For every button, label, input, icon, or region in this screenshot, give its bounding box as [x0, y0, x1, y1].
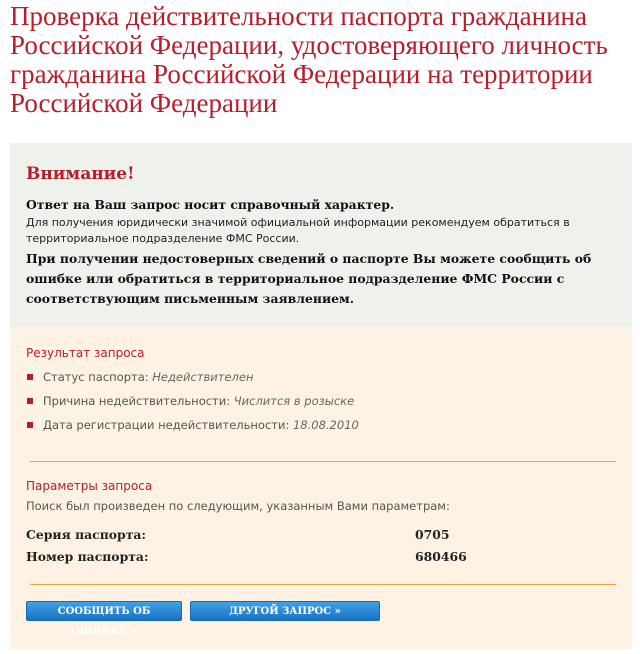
params-section-title: Параметры запроса — [26, 479, 153, 493]
result-block — [10, 327, 632, 649]
param-value: 0705 — [415, 527, 450, 542]
result-item-label: Дата регистрации недействительности: — [43, 418, 293, 432]
result-item-value: Числится в розыске — [233, 394, 355, 408]
bullet-icon — [27, 422, 33, 428]
result-item-label: Причина недействительности: — [43, 394, 234, 408]
notice-error-report-text: При получении недостоверных сведений о паспорте Вы можете сообщить об ошибке или обратиться в территориальное подразделение ФМС России с соответствующим письменным заявлением. — [26, 251, 592, 306]
list-item — [26, 413, 620, 437]
page-title: Проверка действительности паспорта гражданина Российской Федерации, удостоверяющего личность гражданина Российской Федерации на территории Российской Федерации — [10, 1, 608, 118]
param-row-series — [26, 524, 620, 546]
list-item — [26, 365, 620, 389]
notice-reference-text: Ответ на Ваш запрос носит справочный характер. — [26, 197, 395, 212]
action-buttons — [26, 601, 620, 637]
notice-box — [10, 143, 632, 327]
param-row-number — [26, 546, 620, 568]
bullet-icon — [27, 374, 33, 380]
params-description: Поиск был произведен по следующим, указанным Вами параметрам: — [26, 499, 450, 513]
result-list — [26, 365, 620, 437]
list-item — [26, 389, 620, 413]
notice-recommendation-text: Для получения юридически значимой официальной информации рекомендуем обратиться в территориальное подразделение ФМС России. — [26, 216, 570, 245]
param-label: Серия паспорта: — [26, 527, 146, 542]
report-error-button[interactable]: СООБЩИТЬ ОБ ОШИБКЕ » — [26, 601, 182, 621]
result-section-title: Результат запроса — [26, 346, 145, 360]
bullet-icon — [27, 398, 33, 404]
new-request-button[interactable]: ДРУГОЙ ЗАПРОС » — [190, 601, 380, 621]
divider — [30, 584, 616, 585]
result-item-label: Статус паспорта: — [43, 370, 153, 384]
param-value: 680466 — [415, 549, 467, 564]
result-item-value: Недействителен — [152, 370, 254, 384]
param-label: Номер паспорта: — [26, 549, 149, 564]
divider — [30, 461, 616, 462]
notice-heading: Внимание! — [26, 164, 135, 184]
result-item-value: 18.08.2010 — [292, 418, 359, 432]
